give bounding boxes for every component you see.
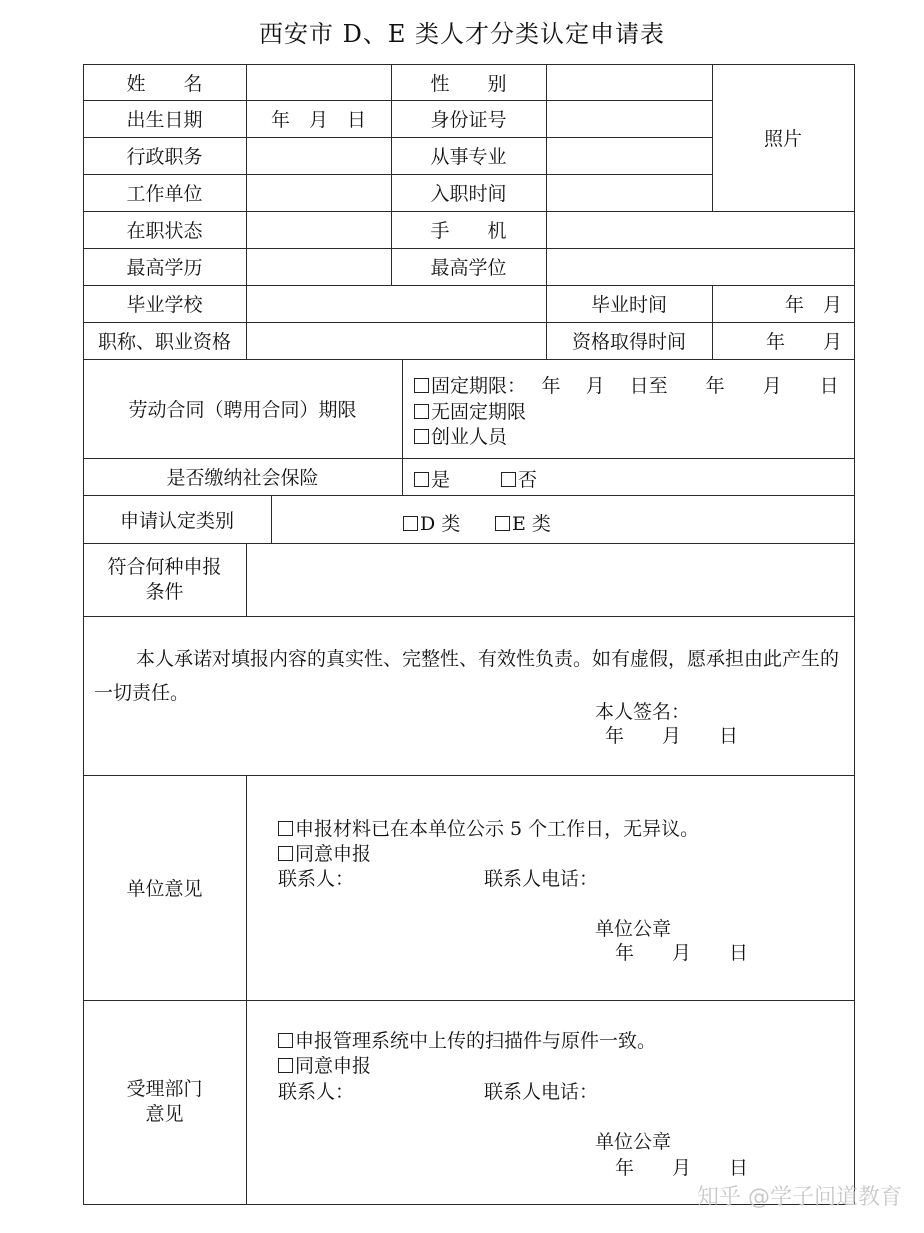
- title-qualification-field[interactable]: [247, 323, 546, 359]
- graduation-time-field[interactable]: 年 月: [784, 294, 842, 316]
- contract-startup-label: 创业人员: [431, 426, 508, 448]
- highest-education-field[interactable]: [247, 249, 391, 285]
- unit-seal: 单位公章: [595, 918, 672, 940]
- contract-unfixed-label: 无固定期限: [431, 401, 527, 423]
- label-admin-position: 行政职务: [126, 146, 203, 168]
- checkbox-icon[interactable]: [501, 472, 516, 487]
- border-right: [854, 64, 855, 1205]
- contract-startup-option[interactable]: [414, 422, 507, 449]
- label-mobile: 手 机: [430, 220, 507, 242]
- label-name: 姓 名: [126, 72, 203, 95]
- category-d-label: D 类: [420, 513, 461, 535]
- label-contract-period: 劳动合同（聘用合同）期限: [128, 399, 357, 421]
- qualification-time-field[interactable]: 年 月: [765, 331, 842, 353]
- insurance-yes-option[interactable]: [414, 465, 450, 492]
- checkbox-icon[interactable]: [414, 378, 429, 393]
- dept-contact[interactable]: 联系人：: [278, 1081, 355, 1103]
- dept-date[interactable]: 年 月 日: [615, 1157, 749, 1179]
- row-line: [83, 616, 855, 617]
- label-category: 申请认定类别: [119, 509, 234, 532]
- checkbox-icon[interactable]: [414, 472, 429, 487]
- label-gender: 性 别: [430, 72, 507, 95]
- checkbox-icon[interactable]: [414, 429, 429, 444]
- label-specialty: 从事专业: [430, 146, 507, 168]
- contract-fixed-label: 固定期限： 年 月 日至 年 月 日: [431, 375, 839, 397]
- name-field[interactable]: [247, 65, 391, 100]
- col-line: [271, 495, 272, 543]
- specialty-field[interactable]: [547, 138, 712, 174]
- dept-check-scan-label: 申报管理系统中上传的扫描件与原件一致。: [295, 1030, 657, 1052]
- label-id-number: 身份证号: [430, 109, 507, 131]
- dept-check-scan[interactable]: [278, 1026, 656, 1053]
- unit-check-agree[interactable]: [278, 839, 371, 866]
- contract-unfixed-option[interactable]: [414, 397, 526, 424]
- label-dept-opinion-line1: 受理部门: [126, 1078, 203, 1100]
- col-line: [246, 775, 247, 1205]
- label-qualification-time: 资格取得时间: [571, 331, 686, 353]
- declaration-text: 本人承诺对填报内容的真实性、完整性、有效性负责。如有虚假，愿承担由此产生的一切责任。: [94, 648, 840, 704]
- photo-box[interactable]: 照片: [763, 128, 802, 150]
- label-highest-education: 最高学历: [126, 257, 203, 279]
- application-form: [83, 64, 855, 1205]
- label-employment-status: 在职状态: [126, 220, 203, 242]
- id-number-field[interactable]: [547, 101, 712, 137]
- gender-field[interactable]: [547, 65, 712, 100]
- checkbox-icon[interactable]: [278, 821, 293, 836]
- label-birth-date: 出生日期: [126, 109, 203, 131]
- highest-degree-field[interactable]: [547, 249, 854, 285]
- graduate-school-field[interactable]: [247, 286, 546, 322]
- checkbox-icon[interactable]: [495, 516, 510, 531]
- checkbox-icon[interactable]: [278, 846, 293, 861]
- label-conditions-line1: 符合何种申报: [107, 555, 222, 578]
- watermark: 知乎 @学子问道教育: [697, 1185, 902, 1210]
- insurance-yes-label: 是: [431, 469, 451, 491]
- checkbox-icon[interactable]: [403, 516, 418, 531]
- label-unit-opinion: 单位意见: [126, 878, 203, 900]
- form-title: 西安市 D、E 类人才分类认定申请表: [258, 20, 666, 48]
- unit-check-publicity-label: 申报材料已在本单位公示 5 个工作日，无异议。: [295, 818, 700, 840]
- work-unit-field[interactable]: [247, 175, 391, 211]
- mobile-field[interactable]: [547, 212, 854, 248]
- label-conditions: [83, 543, 246, 616]
- unit-contact-phone[interactable]: 联系人电话：: [484, 868, 599, 890]
- label-conditions-line2: 条件: [145, 580, 184, 603]
- dept-contact-phone[interactable]: 联系人电话：: [484, 1081, 599, 1103]
- category-e-label: E 类: [512, 513, 551, 535]
- checkbox-icon[interactable]: [278, 1058, 293, 1073]
- label-highest-degree: 最高学位: [430, 257, 507, 279]
- unit-check-publicity[interactable]: [278, 814, 699, 841]
- unit-check-agree-label: 同意申报: [295, 843, 372, 865]
- label-graduate-school: 毕业学校: [126, 294, 203, 316]
- employment-status-field[interactable]: [247, 212, 391, 248]
- dept-check-agree-label: 同意申报: [295, 1055, 372, 1077]
- label-dept-opinion-line2: 意见: [145, 1103, 184, 1125]
- insurance-no-label: 否: [518, 469, 538, 491]
- label-social-insurance: 是否缴纳社会保险: [166, 467, 319, 489]
- category-d-option[interactable]: [403, 509, 460, 536]
- conditions-field[interactable]: [247, 544, 854, 616]
- birth-date-field[interactable]: 年 月 日: [270, 109, 366, 131]
- dept-check-agree[interactable]: [278, 1051, 371, 1078]
- label-work-unit: 工作单位: [126, 183, 203, 205]
- label-entry-time: 入职时间: [430, 183, 507, 205]
- label-dept-opinion: [83, 1000, 246, 1204]
- contract-fixed-option[interactable]: [414, 371, 839, 398]
- label-title-qualification: 职称、职业资格: [97, 331, 231, 353]
- unit-date[interactable]: 年 月 日: [615, 942, 749, 964]
- label-graduation-time: 毕业时间: [590, 294, 667, 316]
- admin-position-field[interactable]: [247, 138, 391, 174]
- insurance-no-option[interactable]: [501, 465, 537, 492]
- declaration-date[interactable]: 年 月 日: [605, 725, 739, 747]
- category-e-option[interactable]: [495, 509, 551, 536]
- entry-time-field[interactable]: [547, 175, 712, 211]
- checkbox-icon[interactable]: [414, 404, 429, 419]
- dept-seal: 单位公章: [595, 1131, 672, 1153]
- unit-contact[interactable]: 联系人：: [278, 868, 355, 890]
- checkbox-icon[interactable]: [278, 1033, 293, 1048]
- col-line: [402, 359, 403, 495]
- declaration-signature[interactable]: 本人签名：: [595, 701, 691, 723]
